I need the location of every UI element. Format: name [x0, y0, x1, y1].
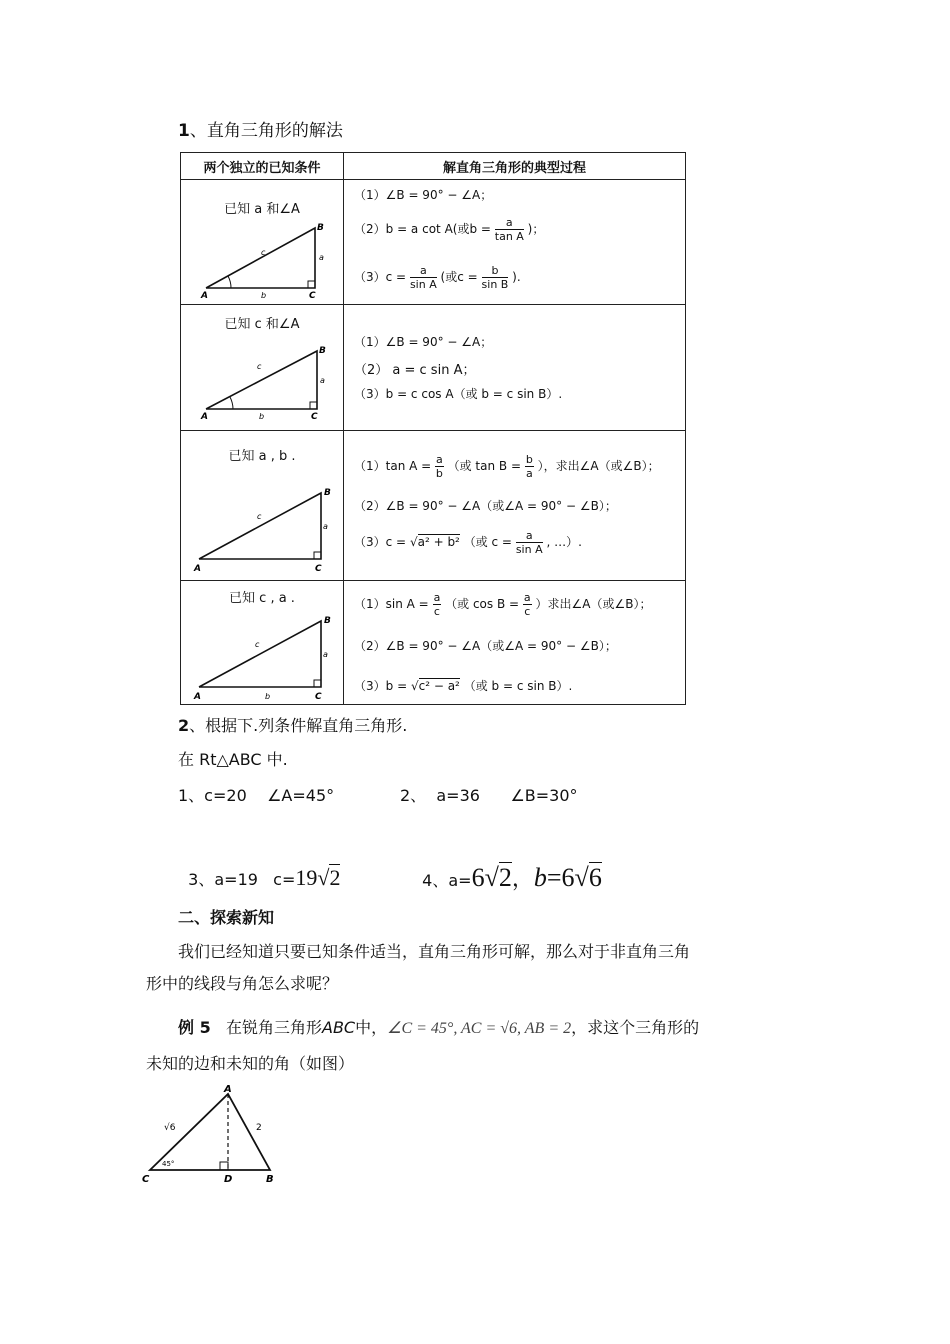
- figure-label-C: C: [142, 1174, 150, 1185]
- fraction: $\frac{b}{a}$: [525, 453, 533, 480]
- condition-4: 已知 c , a .: [229, 591, 295, 606]
- section-1-heading: 1、直角三角形的解法: [178, 121, 343, 141]
- sqrt-icon: √: [574, 863, 589, 892]
- figure-label-D: D: [224, 1174, 233, 1185]
- fraction: $\frac{b}{\text{sin B}}$: [481, 264, 509, 291]
- svg-text:B: B: [324, 616, 331, 626]
- condition-3: 已知 a , b .: [228, 449, 296, 464]
- table-row: [181, 431, 686, 581]
- fraction: $\frac{a}{\text{sin A}}$: [409, 264, 437, 291]
- fraction: $\frac{a}{c}$: [433, 591, 441, 618]
- problem-4: 4、a=6√2，b=6√6: [422, 863, 602, 892]
- sqrt-icon: √: [484, 863, 499, 892]
- example-figure: [138, 1080, 288, 1188]
- fraction: $\frac{a}{\text{tan A}}$: [494, 216, 524, 243]
- svg-text:a: a: [320, 376, 325, 385]
- svg-text:a: a: [323, 650, 328, 659]
- triangle-figure-4: [181, 609, 341, 705]
- svg-text:b: b: [259, 412, 265, 421]
- condition-2: 已知 c 和∠A: [224, 317, 300, 332]
- problem-2: 2、 a=36 ∠B=30°: [400, 786, 578, 805]
- fraction: $\frac{a}{\text{sin A}}$: [515, 529, 543, 556]
- svg-text:a: a: [323, 522, 328, 531]
- figure-label-ac: √6: [164, 1123, 176, 1133]
- figure-label-B: B: [266, 1174, 274, 1185]
- triangle-figure-3: [181, 481, 341, 577]
- step-1: （1）tan A = $\frac{a}{b}$ （或 tan B = $\frac{b}{a}$ ），求出∠A（或∠B）；: [354, 453, 660, 480]
- header-conditions: 两个独立的已知条件: [181, 153, 344, 180]
- svg-text:c: c: [255, 640, 260, 649]
- problem-1: 1、c=20 ∠A=45°: [178, 786, 335, 805]
- header-process: 解直角三角形的典型过程: [344, 153, 686, 180]
- table-row: [181, 180, 686, 305]
- example-line-2: 未知的边和未知的角（如图）: [146, 1054, 355, 1073]
- triangle-figure-1: [181, 220, 341, 300]
- svg-text:C: C: [315, 692, 322, 702]
- figure-label-angle: 45°: [162, 1160, 175, 1168]
- step-2: （2）∠B = 90° − ∠A（或∠A = 90° − ∠B）；: [354, 499, 617, 513]
- step-2: （2） a = c sin A；: [354, 363, 476, 378]
- sqrt-icon: √: [317, 865, 330, 890]
- step-3: （3）c = $\frac{a}{\text{sin A}}$ (或c = $\frac{b}{\text{sin B}}$ ).: [354, 264, 521, 291]
- table-row: [181, 581, 686, 705]
- solutions-table: [180, 152, 686, 705]
- svg-text:b: b: [265, 692, 271, 701]
- table-row: [181, 305, 686, 431]
- step-3: （3）b = √c² − a² （或 b = c sin B）.: [354, 679, 573, 693]
- sqrt-icon: √: [410, 679, 419, 693]
- problem-3: 3、a=19 c=19√2: [188, 865, 341, 890]
- label-A: A: [201, 291, 208, 300]
- step-3: （3）c = √a² + b² （或 c = $\frac{a}{\text{sin A}}$ , …）.: [354, 529, 582, 556]
- svg-text:c: c: [257, 512, 262, 521]
- para-line-2: 形中的线段与角怎么求呢？: [146, 974, 339, 993]
- svg-text:A: A: [201, 412, 208, 422]
- section-2-heading: 2、根据下.列条件解直角三角形.: [178, 716, 408, 735]
- sqrt-icon: √: [409, 535, 418, 549]
- label-C: C: [309, 291, 316, 300]
- step-2: （2）∠B = 90° − ∠A（或∠A = 90° − ∠B）；: [354, 639, 617, 653]
- triangle-figure-2: [181, 341, 341, 425]
- figure-label-A: A: [224, 1084, 232, 1095]
- label-c: c: [261, 248, 266, 257]
- svg-text:B: B: [324, 488, 331, 498]
- svg-text:c: c: [257, 362, 262, 371]
- label-B: B: [317, 223, 324, 233]
- section-3-heading: 二、探索新知: [178, 908, 275, 927]
- step-3: （3）b = c cos A（或 b = c sin B）.: [354, 387, 563, 401]
- step-2: （2）b = a cot A(或b = $\frac{a}{\text{tan A}}$ )；: [354, 216, 545, 243]
- table-header-row: [181, 153, 686, 180]
- label-b: b: [261, 291, 267, 300]
- fraction: $\frac{a}{c}$: [523, 591, 531, 618]
- example-line-1: 例 5 在锐角三角形ABC中，∠C = 45°, AC = √6, AB = 2，求这个三角形的: [178, 1018, 700, 1037]
- fraction: $\frac{a}{b}$: [435, 453, 443, 480]
- svg-text:B: B: [319, 346, 326, 356]
- step-1: （1）∠B = 90° − ∠A；: [354, 188, 493, 202]
- figure-label-ab: 2: [256, 1123, 262, 1133]
- rt-line: 在 Rt△ABC 中.: [178, 750, 288, 769]
- svg-text:A: A: [194, 692, 201, 702]
- step-1: （1）∠B = 90° − ∠A；: [354, 335, 493, 349]
- svg-text:C: C: [315, 564, 322, 574]
- svg-text:C: C: [311, 412, 318, 422]
- svg-text:A: A: [194, 564, 201, 574]
- step-1: （1）sin A = $\frac{a}{c}$ （或 cos B = $\frac{a}{c}$ ）求出∠A（或∠B）；: [354, 591, 652, 618]
- condition-1: 已知 a 和∠A: [224, 202, 300, 217]
- label-a: a: [319, 253, 324, 262]
- para-line-1: 我们已经知道只要已知条件适当，直角三角形可解，那么对于非直角三角: [178, 942, 691, 961]
